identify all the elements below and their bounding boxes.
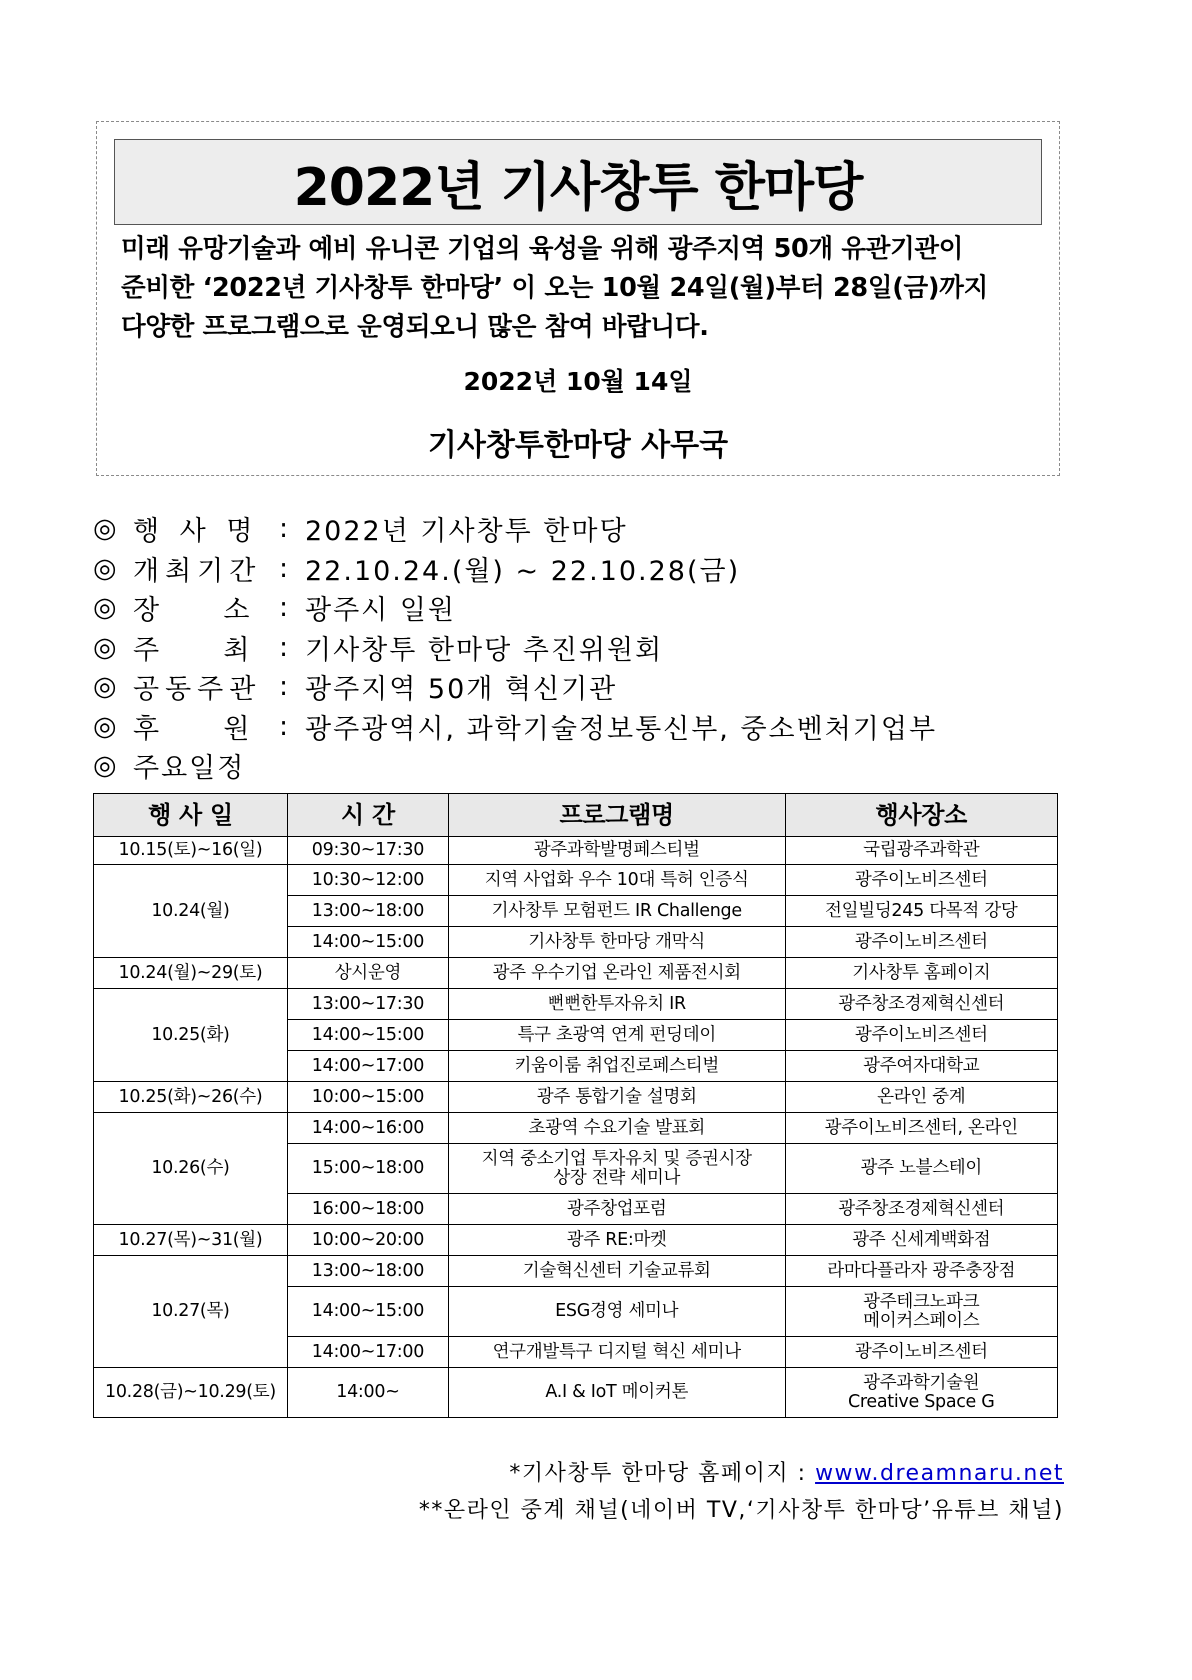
cell-program: 기술혁신센터 기술교류회	[448, 1256, 785, 1287]
cell-program: 기사창투 모험펀드 IR Challenge	[448, 896, 785, 927]
cell-venue: 전일빌딩245 다목적 강당	[785, 896, 1057, 927]
table-row	[94, 989, 1058, 1020]
info-label: 후 원	[133, 713, 256, 745]
cell-program: ESG경영 세미나	[448, 1287, 785, 1337]
cell-venue: 광주여자대학교	[785, 1051, 1057, 1082]
info-row-place	[93, 588, 1093, 628]
cell-date: 10.27(목)	[94, 1256, 288, 1368]
homepage-note	[0, 1455, 1064, 1492]
notice-organization: 기사창투한마당 사무국	[427, 428, 729, 463]
info-row-co-organizer	[93, 667, 1093, 707]
cell-program: 연구개발특구 디지털 혁신 세미나	[448, 1337, 785, 1368]
cell-time: 14:00~15:00	[287, 1287, 448, 1337]
header-time: 시 간	[287, 794, 448, 837]
notice-line: 미래 유망기술과 예비 유니콘 기업의 육성을 위해 광주지역 50개 유관기관이	[121, 234, 964, 264]
table-header-row	[94, 794, 1058, 837]
table-row	[94, 1225, 1058, 1256]
cell-program: 기사창투 한마당 개막식	[448, 927, 785, 958]
table-row	[94, 1256, 1058, 1287]
cell-program: A.I & IoT 메이커톤	[448, 1368, 785, 1418]
cell-venue: 광주창조경제혁신센터	[785, 989, 1057, 1020]
cell-venue: 국립광주과학관	[785, 837, 1057, 865]
table-row	[94, 837, 1058, 865]
cell-venue: 광주 노블스테이	[785, 1144, 1057, 1194]
info-label: 행 사 명	[133, 516, 259, 548]
info-list	[93, 509, 1093, 786]
info-colon: :	[279, 552, 289, 584]
cell-venue: 기사창투 홈페이지	[785, 958, 1057, 989]
cell-venue: 광주이노비즈센터	[785, 865, 1057, 896]
cell-venue: 광주테크노파크 메이커스페이스	[785, 1287, 1057, 1337]
title-banner	[114, 139, 1042, 225]
bullet-icon: ◎	[93, 513, 117, 545]
cell-time: 16:00~18:00	[287, 1194, 448, 1225]
cell-date: 10.15(토)~16(일)	[94, 837, 288, 865]
page-title: 2022년 기사창투 한마당	[293, 157, 863, 218]
cell-venue: 광주과학기술원 Creative Space G	[785, 1368, 1057, 1418]
online-channel-note: **온라인 중계 채널(네이버 TV,‘기사창투 한마당’유튜브 채널)	[418, 1498, 1064, 1523]
notice-line: 다양한 프로그램으로 운영되오니 많은 참여 바랍니다.	[121, 312, 709, 342]
table-row	[94, 1368, 1058, 1418]
cell-time: 10:00~15:00	[287, 1082, 448, 1113]
homepage-label: *기사창투 한마당 홈페이지 :	[509, 1461, 816, 1486]
info-value: 광주지역 50개 혁신기관	[305, 674, 618, 706]
bullet-icon: ◎	[93, 710, 117, 742]
cell-program: 뻔뻔한투자유치 IR	[448, 989, 785, 1020]
cell-venue: 온라인 중계	[785, 1082, 1057, 1113]
cell-program: 초광역 수요기술 발표회	[448, 1113, 785, 1144]
info-row-period	[93, 549, 1093, 589]
footnotes	[0, 1455, 1064, 1529]
cell-venue: 라마다플라자 광주충장점	[785, 1256, 1057, 1287]
info-colon: :	[279, 671, 289, 703]
cell-program: 광주창업포럼	[448, 1194, 785, 1225]
cell-date: 10.28(금)~10.29(토)	[94, 1368, 288, 1418]
cell-program: 광주 RE:마켓	[448, 1225, 785, 1256]
homepage-link[interactable]: www.dreamnaru.net	[815, 1461, 1064, 1486]
cell-time: 13:00~17:30	[287, 989, 448, 1020]
info-row-schedule	[93, 746, 1093, 786]
cell-time: 14:00~17:00	[287, 1051, 448, 1082]
cell-time: 14:00~16:00	[287, 1113, 448, 1144]
bullet-icon: ◎	[93, 671, 117, 703]
info-colon: :	[279, 513, 289, 545]
cell-date: 10.27(목)~31(월)	[94, 1225, 288, 1256]
cell-time: 13:00~18:00	[287, 1256, 448, 1287]
info-label: 주 최	[133, 634, 256, 666]
notice-date: 2022년 10월 14일	[463, 367, 693, 396]
cell-time: 상시운영	[287, 958, 448, 989]
info-label: 공동주관	[133, 674, 262, 706]
header-venue: 행사장소	[785, 794, 1057, 837]
info-colon: :	[279, 631, 289, 663]
info-label: 개최기간	[133, 555, 262, 587]
schedule-table	[93, 793, 1058, 1418]
cell-time: 14:00~15:00	[287, 927, 448, 958]
cell-date: 10.26(수)	[94, 1113, 288, 1225]
info-value: 기사창투 한마당 추진위원회	[305, 634, 664, 666]
header-date: 행 사 일	[94, 794, 288, 837]
cell-date: 10.25(화)	[94, 989, 288, 1082]
info-value: 2022년 기사창투 한마당	[305, 516, 628, 548]
notice-body	[121, 230, 1051, 347]
cell-venue: 광주이노비즈센터	[785, 1337, 1057, 1368]
table-row	[94, 1082, 1058, 1113]
cell-program: 광주과학발명페스티벌	[448, 837, 785, 865]
cell-program: 지역 중소기업 투자유치 및 증권시장 상장 전략 세미나	[448, 1144, 785, 1194]
cell-time: 09:30~17:30	[287, 837, 448, 865]
bullet-icon: ◎	[93, 750, 117, 782]
cell-time: 10:00~20:00	[287, 1225, 448, 1256]
schedule-body	[94, 837, 1058, 1418]
bullet-icon: ◎	[93, 631, 117, 663]
notice-line: 준비한 ‘2022년 기사창투 한마당’ 이 오는 10월 24일(월)부터 28일(금)까지	[121, 273, 988, 303]
info-value: 22.10.24.(월) ~ 22.10.28(금)	[305, 555, 741, 587]
info-label: 주요일정	[133, 753, 246, 785]
table-row	[94, 1113, 1058, 1144]
header-program: 프로그램명	[448, 794, 785, 837]
info-row-sponsor	[93, 707, 1093, 747]
cell-program: 광주 우수기업 온라인 제품전시회	[448, 958, 785, 989]
cell-program: 특구 초광역 연계 펀딩데이	[448, 1020, 785, 1051]
cell-program: 광주 통합기술 설명회	[448, 1082, 785, 1113]
bullet-icon: ◎	[93, 552, 117, 584]
cell-date: 10.24(월)	[94, 865, 288, 958]
cell-time: 14:00~15:00	[287, 1020, 448, 1051]
info-value: 광주시 일원	[305, 595, 456, 627]
cell-venue: 광주창조경제혁신센터	[785, 1194, 1057, 1225]
info-value: 광주광역시, 과학기술정보통신부, 중소벤처기업부	[305, 713, 938, 745]
info-row-host	[93, 628, 1093, 668]
cell-time: 15:00~18:00	[287, 1144, 448, 1194]
notice-box	[96, 121, 1060, 476]
info-label: 장 소	[133, 595, 256, 627]
cell-time: 14:00~	[287, 1368, 448, 1418]
cell-program: 지역 사업화 우수 10대 특허 인증식	[448, 865, 785, 896]
table-row	[94, 865, 1058, 896]
cell-date: 10.25(화)~26(수)	[94, 1082, 288, 1113]
table-row	[94, 958, 1058, 989]
cell-venue: 광주 신세계백화점	[785, 1225, 1057, 1256]
info-colon: :	[279, 710, 289, 742]
info-colon: :	[279, 592, 289, 624]
cell-venue: 광주이노비즈센터, 온라인	[785, 1113, 1057, 1144]
info-row-event-name	[93, 509, 1093, 549]
cell-time: 10:30~12:00	[287, 865, 448, 896]
cell-date: 10.24(월)~29(토)	[94, 958, 288, 989]
cell-venue: 광주이노비즈센터	[785, 1020, 1057, 1051]
cell-program: 키움이룸 취업진로페스티벌	[448, 1051, 785, 1082]
cell-venue: 광주이노비즈센터	[785, 927, 1057, 958]
cell-time: 14:00~17:00	[287, 1337, 448, 1368]
cell-time: 13:00~18:00	[287, 896, 448, 927]
bullet-icon: ◎	[93, 592, 117, 624]
